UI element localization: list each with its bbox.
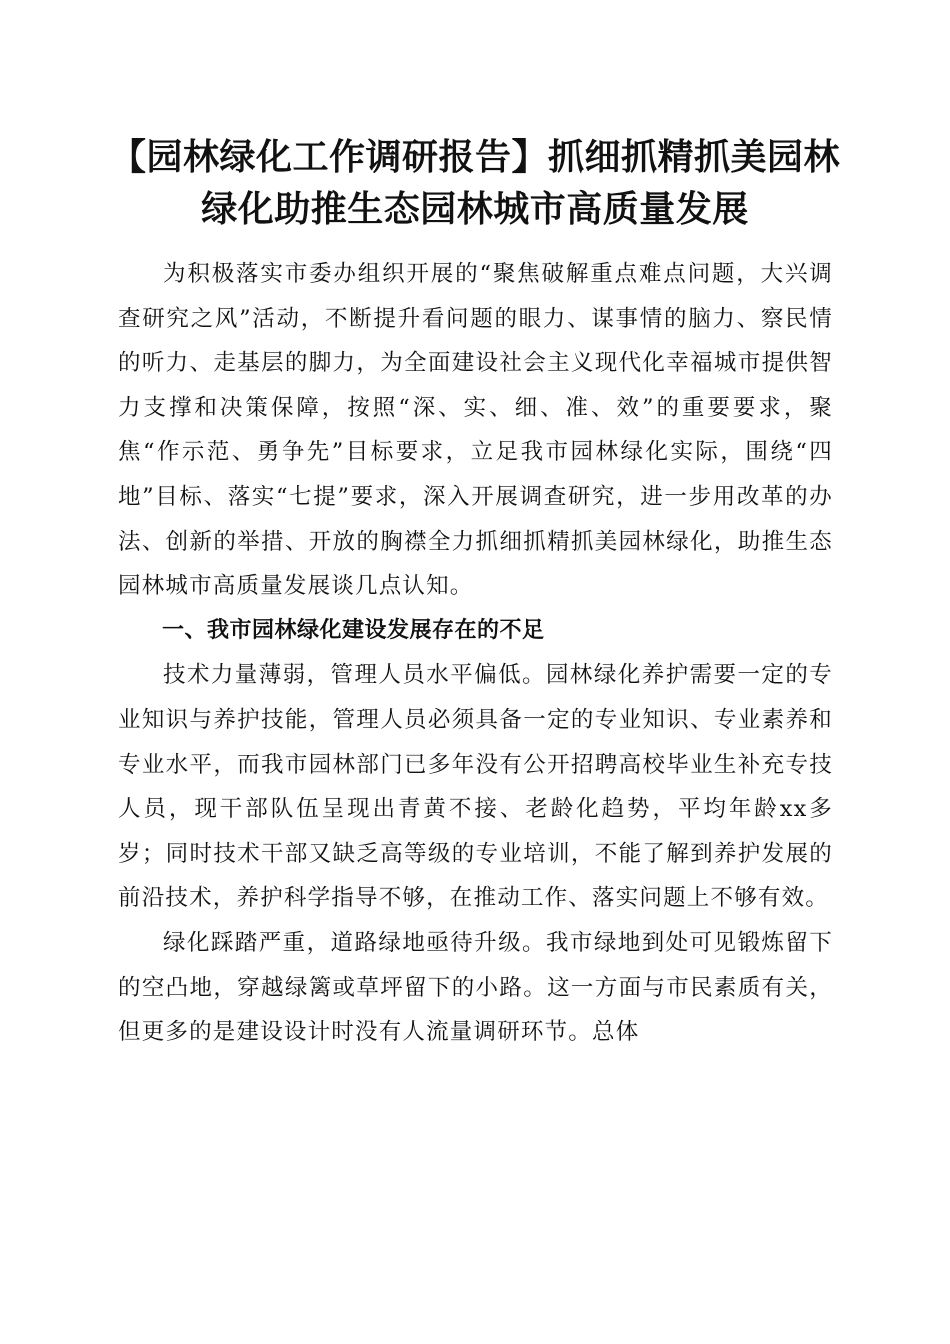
document-title <box>100 132 850 236</box>
body-paragraph: 绿化踩踏严重，道路绿地亟待升级。我市绿地到处可见锻炼留下的空凸地，穿越绿篱或草坪留下的小路。这一方面与市民素质有关，但更多的是建设设计时没有人流量调研环节。总体 <box>118 929 833 1046</box>
title-line-2: 绿化助推生态园林城市高质量发展 <box>201 189 749 230</box>
section-heading: 一、我市园林绿化建设发展存在的不足 <box>162 617 545 643</box>
title-line-1: 【园林绿化工作调研报告】抓细抓精抓美园林 <box>109 137 840 178</box>
document-body <box>118 252 833 1055</box>
body-paragraph: 技术力量薄弱，管理人员水平偏低。园林绿化养护需要一定的专业知识与养护技能，管理人员必须具备一定的专业知识、专业素养和专业水平，而我市园林部门已多年没有公开招聘高校毕业生补充专技人员，现干部队伍呈现出青黄不接、老龄化趋势，平均年龄xx多岁；同时技术干部又缺乏高等级的专业培训，不能了解到养护发展的前沿技术，养护科学指导不够，在推动工作、落实问题上不够有效。 <box>118 662 833 912</box>
intro-paragraph: 为积极落实市委办组织开展的“聚焦破解重点难点问题，大兴调查研究之风”活动，不断提升看问题的眼力、谋事情的脑力、察民情的听力、走基层的脚力，为全面建设社会主义现代化幸福城市提供智力支撑和决策保障，按照“深、实、细、准、效”的重要要求，聚焦“作示范、勇争先”目标要求，立足我市园林绿化实际，围绕“四地”目标、落实“七提”要求，深入开展调查研究，进一步用改革的办法、创新的举措、开放的胸襟全力抓细抓精抓美园林绿化，助推生态园林城市高质量发展谈几点认知。 <box>118 261 833 600</box>
